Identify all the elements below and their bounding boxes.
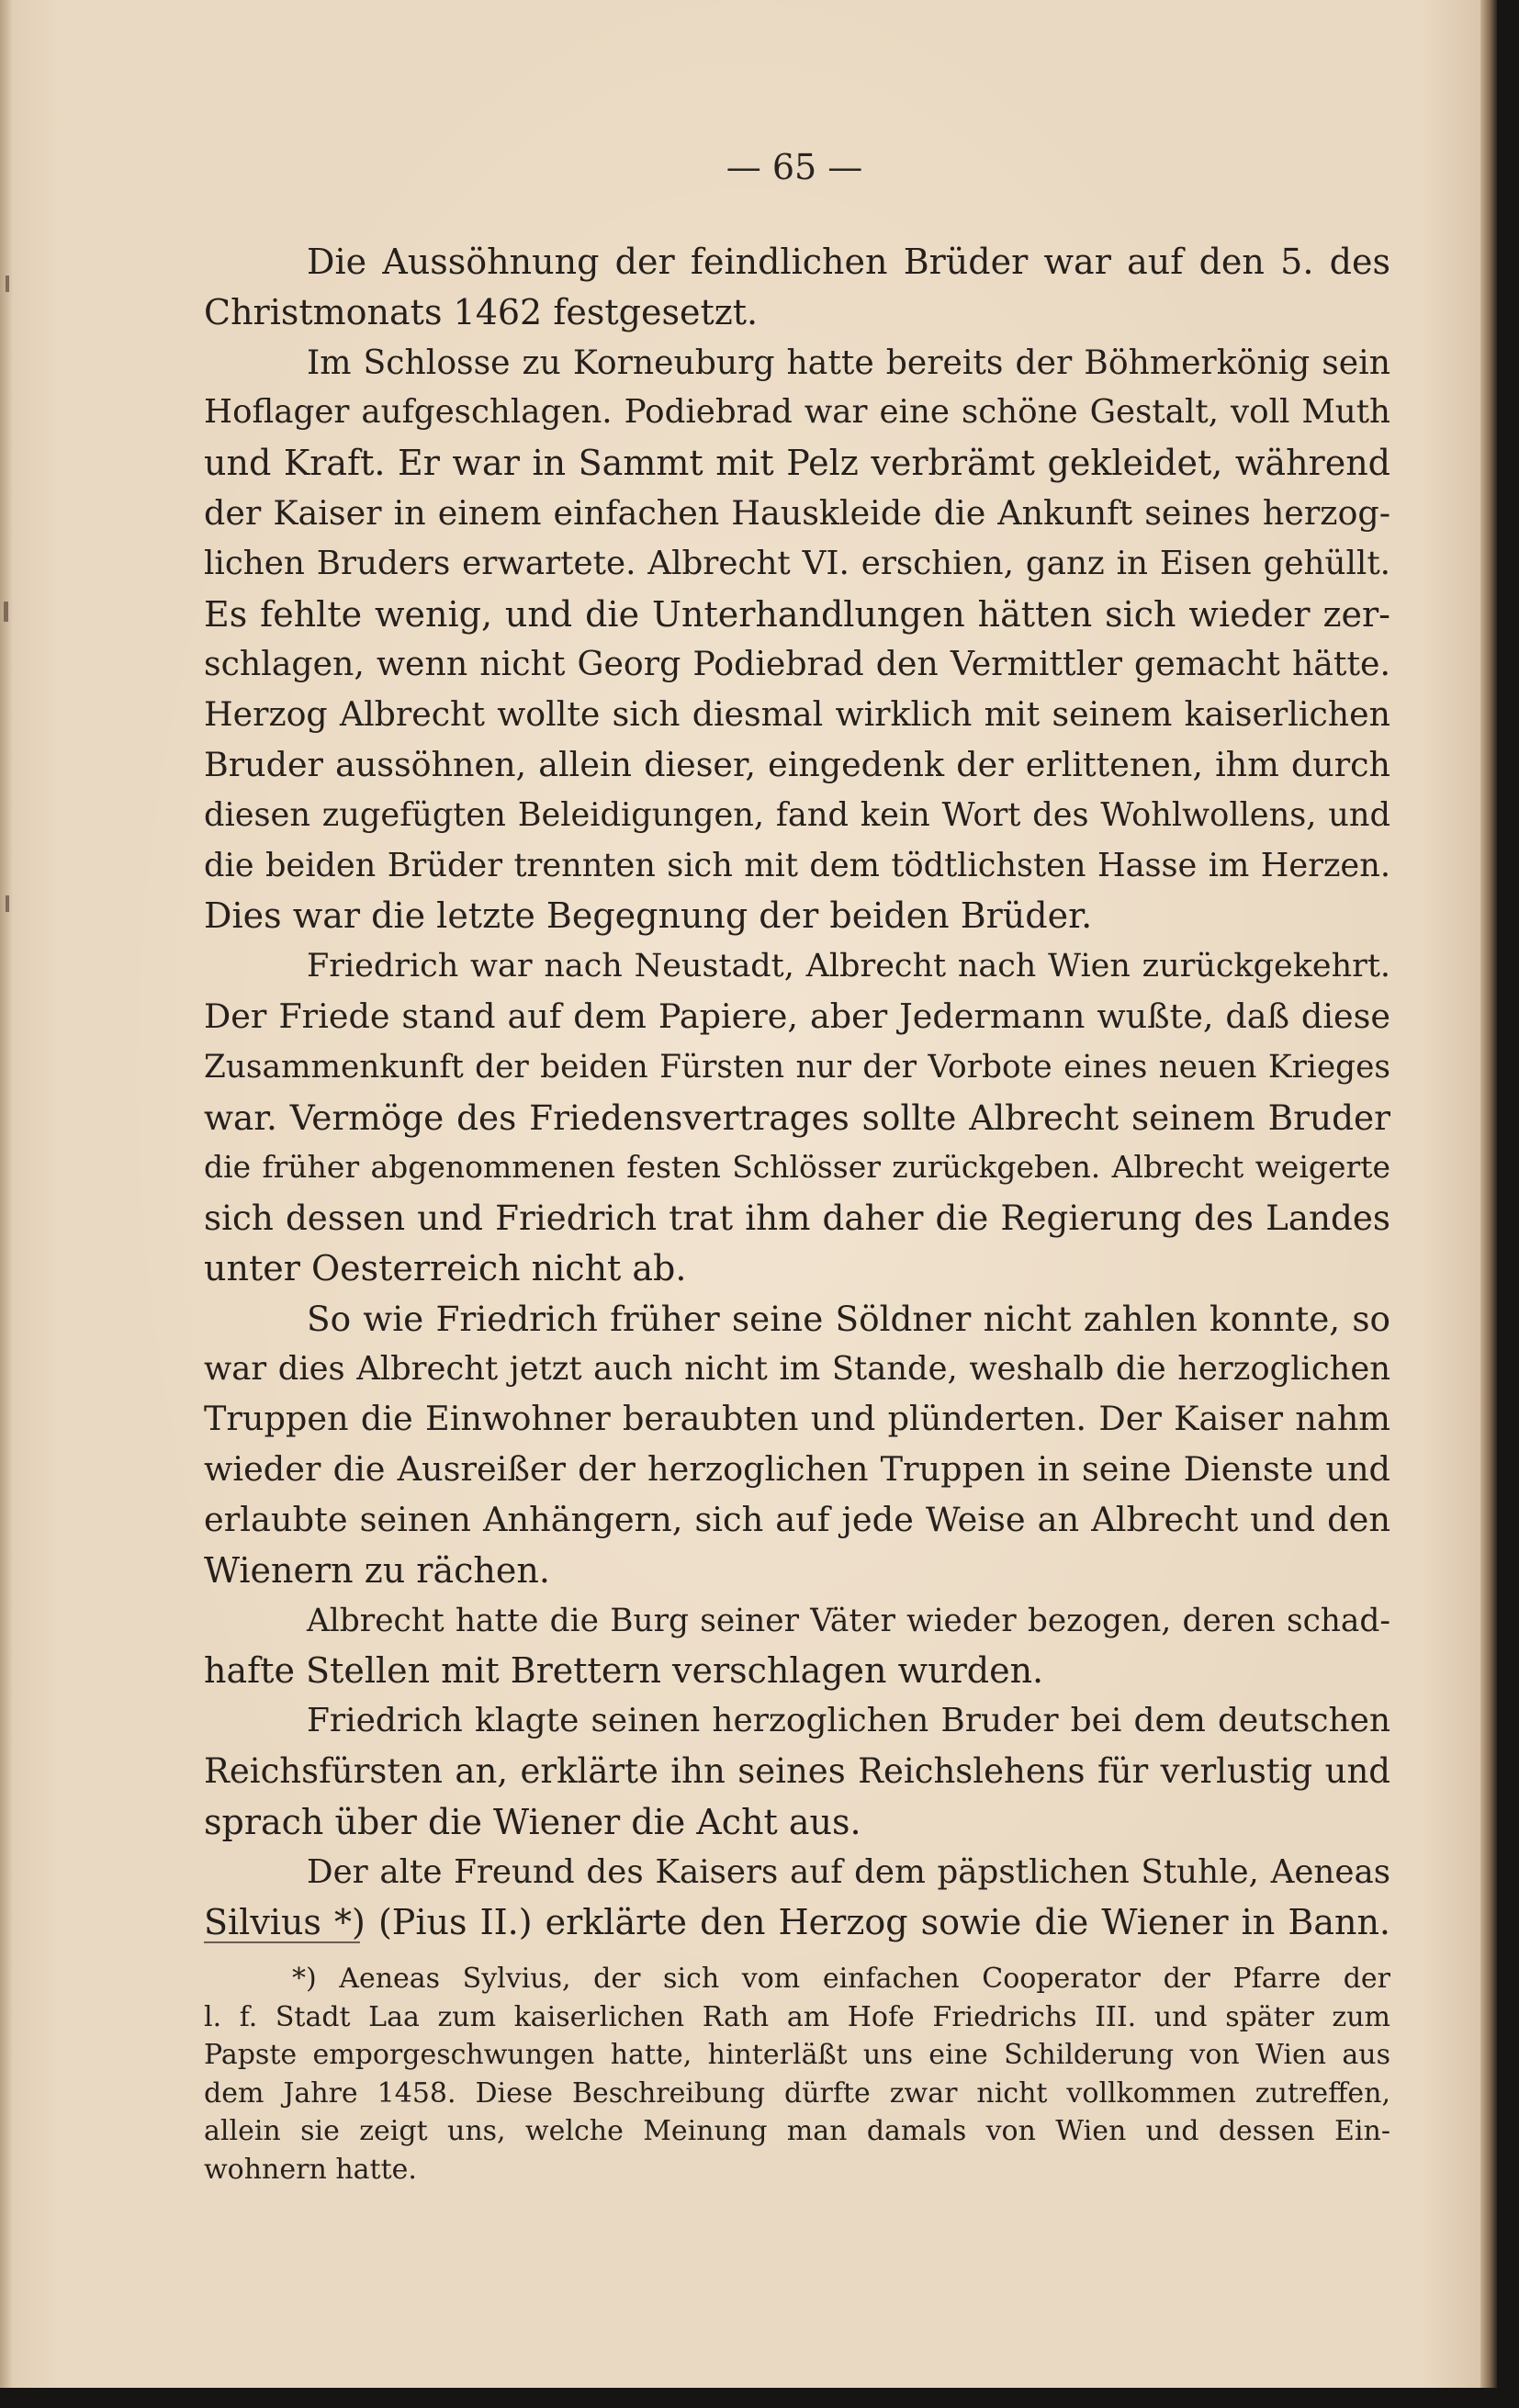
footnote-line: Papste emporgeschwungen hatte, hinterläßt uns eine Schilderung von Wien aus [204,2039,1390,2072]
page-left-edge-shadow [0,0,13,2388]
text-line: Reichsfürsten an, erklärte ihn seines Reichslehens für verlustig und [204,1750,1390,1791]
text-line: lichen Bruders erwartete. Albrecht VI. erschien, ganz in Eisen gehüllt. [204,544,1390,582]
footnote [204,1960,1390,2189]
text-line: schlagen, wenn nicht Georg Podiebrad den Vermittler gemacht hätte. [204,644,1390,684]
binding-mark [4,602,8,622]
text-line: hafte Stellen mit Brettern verschlagen wurden. [204,1650,1044,1692]
binding-mark [6,276,9,292]
text-line: Die Aussöhnung der feindlichen Brüder war auf den 5. des [307,242,1390,282]
text-line: wieder die Ausreißer der herzoglichen Truppen in seine Dienste und [204,1449,1390,1490]
text-line: die früher abgenommenen festen Schlösser zurückgeben. Albrecht weigerte [204,1149,1390,1186]
text-line: sprach über die Wiener die Acht aus. [204,1801,861,1842]
text-line: Dies war die letzte Begegnung der beiden Brüder. [204,895,1093,937]
text-line: Silvius *) (Pius II.) erklärte den Herzog sowie die Wiener in Bann. [204,1902,1390,1943]
footnote-rule [204,1941,360,1943]
text-line: erlaubte seinen Anhängern, sich auf jede Weise an Albrecht und den [204,1499,1390,1539]
text-line: Wienern zu rächen. [204,1549,550,1591]
text-line: diesen zugefügten Beleidigungen, fand kein Wort des Wohlwollens, und [204,795,1390,834]
footnote-line: wohnern hatte. [204,2153,417,2186]
text-line: Friedrich klagte seinen herzoglichen Bruder bei dem deutschen [307,1702,1390,1740]
footnote-line: allein sie zeigt uns, welche Meinung man damals von Wien und dessen Ein- [204,2115,1390,2148]
footnote-line: l. f. Stadt Laa zum kaiserlichen Rath am Hofe Friedrichs III. und später zum [204,2000,1390,2033]
text-line: war. Vermöge des Friedensvertrages sollte Albrecht seinem Bruder [204,1097,1390,1138]
text-line: Bruder aussöhnen, allein dieser, eingedenk der erlittenen, ihm durch [204,744,1390,784]
text-line: Zusammenkunft der beiden Fürsten nur der Vorbote eines neuen Krieges [204,1048,1390,1086]
text-line: Der Friede stand auf dem Papiere, aber Jedermann wußte, daß diese [204,996,1390,1036]
text-line: und Kraft. Er war in Sammt mit Pelz verbrämt gekleidet, während [204,443,1390,484]
text-line: Truppen die Einwohner beraubten und plünderten. Der Kaiser nahm [204,1399,1390,1439]
binding-mark [6,895,9,912]
text-line: Christmonats 1462 festgesetzt. [204,291,759,332]
text-line: war dies Albrecht jetzt auch nicht im Stande, weshalb die herzoglichen [204,1349,1390,1388]
main-text [204,237,1390,1948]
text-line: Herzog Albrecht wollte sich diesmal wirklich mit seinem kaiserlichen [204,694,1390,735]
page-right-edge-shadow [1480,0,1497,2388]
text-line: sich dessen und Friedrich trat ihm daher die Regierung des Landes [204,1198,1390,1239]
text-line: Hoflager aufgeschlagen. Podiebrad war eine schöne Gestalt, voll Muth [204,393,1390,432]
text-line: die beiden Brüder trennten sich mit dem tödtlichsten Hasse im Herzen. [204,846,1390,884]
text-line: Friedrich war nach Neustadt, Albrecht nach Wien zurückgekehrt. [307,948,1390,985]
footnote-line: *) Aeneas Sylvius, der sich vom einfachen Cooperator der Pfarre der [292,1963,1390,1995]
text-line: Albrecht hatte die Burg seiner Väter wieder bezogen, deren schad- [307,1602,1390,1639]
text-line: So wie Friedrich früher seine Söldner nicht zahlen konnte, so [307,1298,1390,1339]
text-line: der Kaiser in einem einfachen Hauskleide die Ankunft seines herzog- [204,492,1390,533]
page-number: — 65 — [726,147,863,187]
footnote-line: dem Jahre 1458. Diese Beschreibung dürfte zwar nicht vollkommen zutreffen, [204,2076,1390,2110]
text-line: unter Oesterreich nicht ab. [204,1247,687,1288]
text-line: Der alte Freund des Kaisers auf dem päpstlichen Stuhle, Aeneas [307,1852,1390,1891]
text-line: Es fehlte wenig, und die Unterhandlungen hätten sich wieder zer- [204,593,1390,635]
text-line: Im Schlosse zu Korneuburg hatte bereits der Böhmerkönig sein [307,342,1390,382]
